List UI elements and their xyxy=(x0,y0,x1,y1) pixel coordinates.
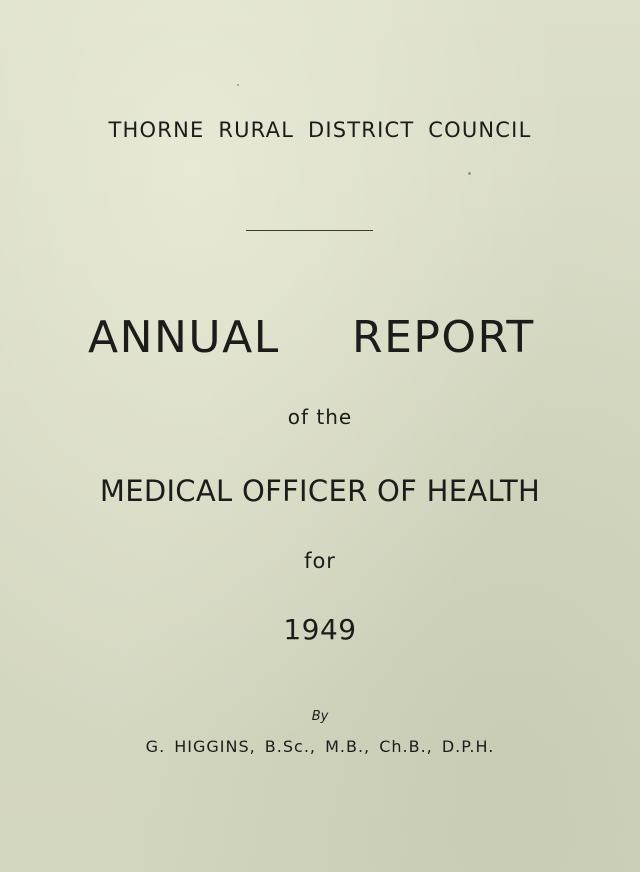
paper-speck xyxy=(468,172,471,175)
council-name: THORNE RURAL DISTRICT COUNCIL xyxy=(108,118,532,142)
of-the-text: of the xyxy=(287,405,353,429)
report-year: 1949 xyxy=(283,613,357,646)
by-text: By xyxy=(311,709,329,724)
paper-speck xyxy=(237,84,239,86)
for-text: for xyxy=(304,549,336,573)
divider-rule xyxy=(246,230,373,231)
author-credit: G. HIGGINS, B.Sc., M.B., Ch.B., D.P.H. xyxy=(145,737,495,756)
title-annual: ANNUAL xyxy=(88,312,280,363)
title-report: REPORT xyxy=(352,312,535,363)
subject-title: MEDICAL OFFICER OF HEALTH xyxy=(99,474,541,508)
